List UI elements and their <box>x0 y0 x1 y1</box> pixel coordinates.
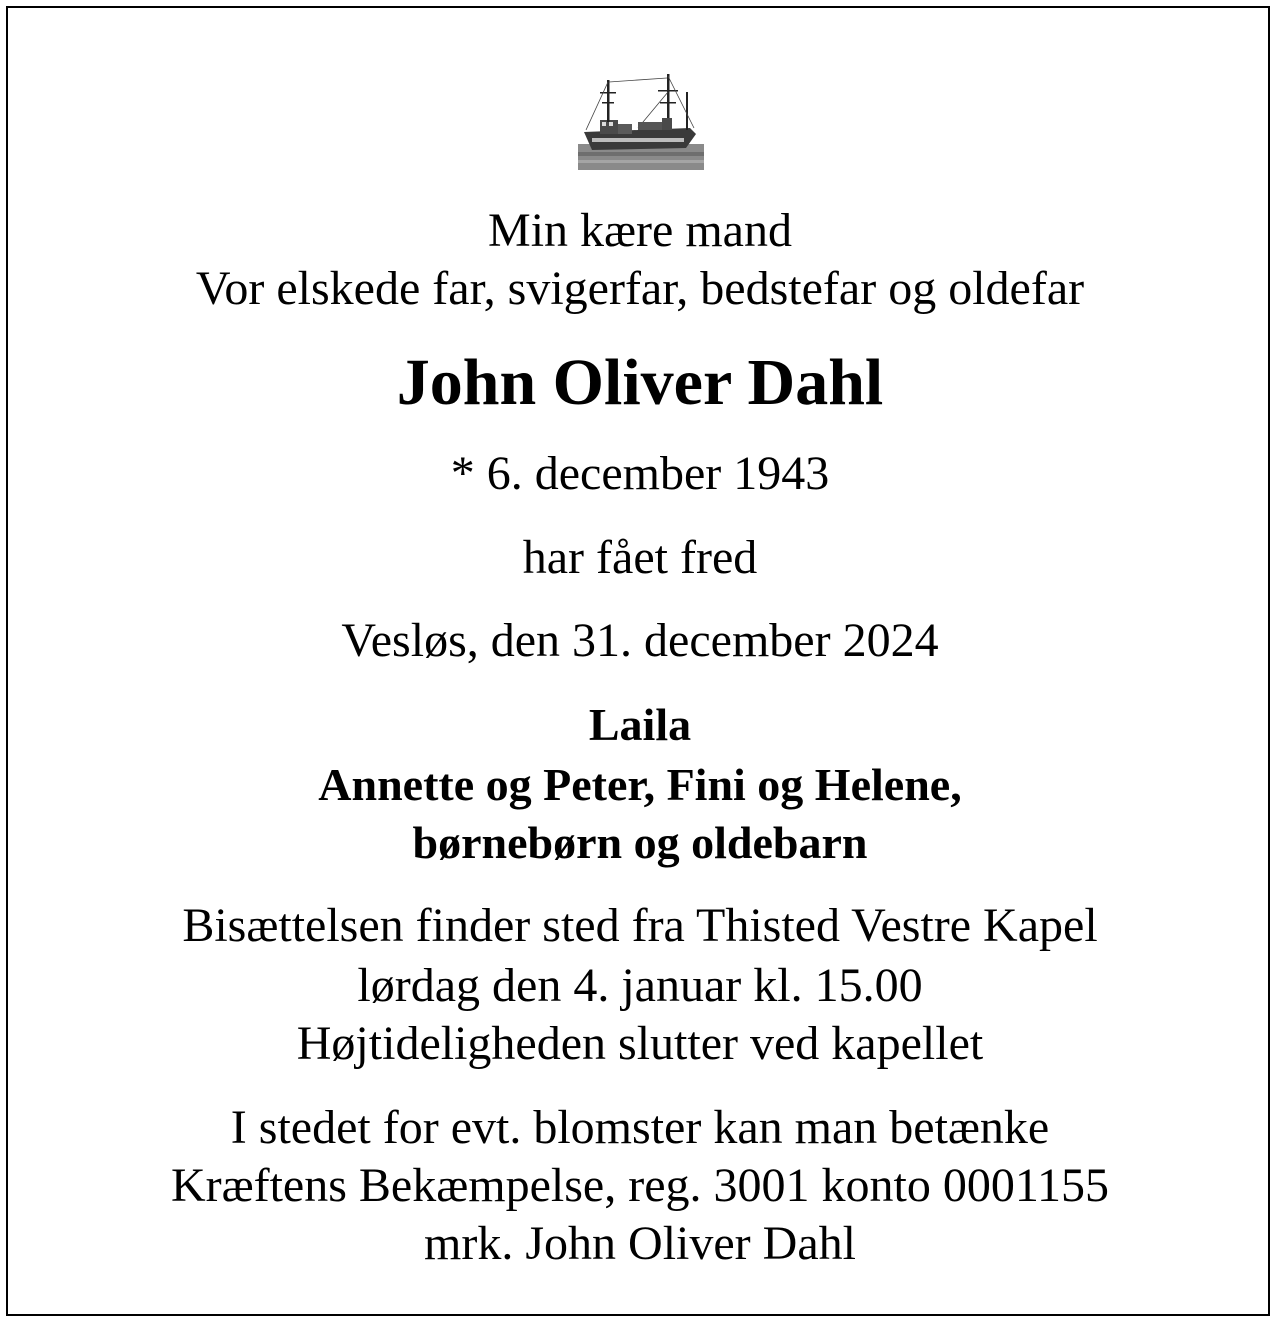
intro-line-1: Min kære mand <box>488 204 792 257</box>
fishing-boat-icon <box>578 72 704 170</box>
funeral-line-2: lørdag den 4. januar kl. 15.00 <box>357 959 923 1012</box>
birth-date: * 6. december 1943 <box>450 447 830 500</box>
intro-line-2: Vor elskede far, svigerfar, bedstefar og oldefar <box>195 262 1085 315</box>
donation-line-1: I stedet for evt. blomster kan man betænke <box>230 1101 1050 1154</box>
deceased-name: John Oliver Dahl <box>396 346 884 419</box>
mourner-line-1: Laila <box>588 699 692 750</box>
mourner-line-3: børnebørn og oldebarn <box>412 817 868 868</box>
funeral-line-3: Højtideligheden slutter ved kapellet <box>296 1017 984 1070</box>
place-and-date: Vesløs, den 31. december 2024 <box>341 614 939 667</box>
mourner-line-2: Annette og Peter, Fini og Helene, <box>318 759 962 810</box>
funeral-line-1: Bisættelsen finder sted fra Thisted Vestre Kapel <box>182 899 1098 952</box>
passing-phrase: har fået fred <box>522 531 758 584</box>
donation-line-2: Kræftens Bekæmpelse, reg. 3001 konto 0001155 <box>170 1159 1110 1212</box>
donation-line-3: mrk. John Oliver Dahl <box>424 1217 856 1270</box>
